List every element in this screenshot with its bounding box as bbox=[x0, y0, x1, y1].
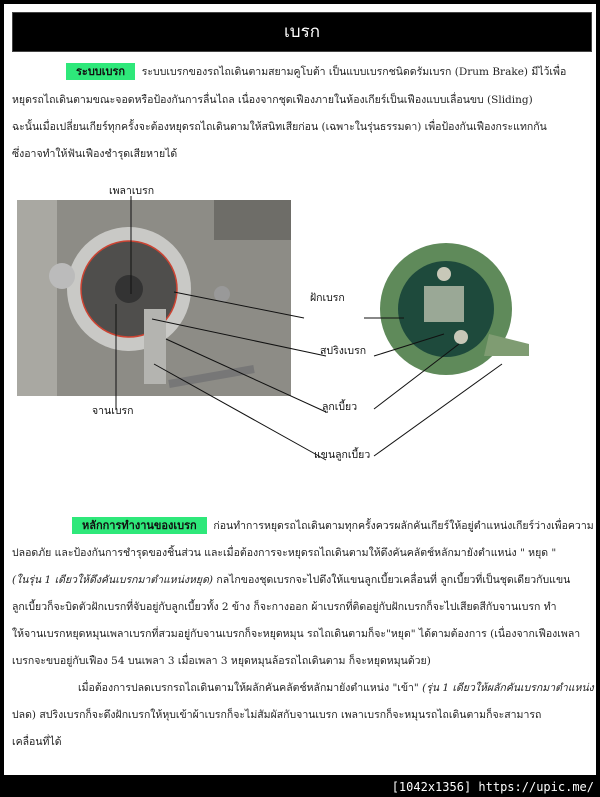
label-cam: ลูกเบี้ยว bbox=[322, 401, 358, 413]
section3-line: ปลด) สปริงเบรกก็จะดึงฝักเบรกให้หุบเข้าผ้าเบรกก็จะไม่สัมผัสกับจานเบรก เพลาเบรกก็จะหมุนรถไถเดินตามก็จะสามารถ bbox=[12, 709, 542, 721]
section2-line bbox=[12, 572, 570, 588]
brake-shoe-photo bbox=[380, 243, 529, 375]
section2-line bbox=[72, 518, 594, 534]
section2-heading: หลักการทำงานของเบรก bbox=[72, 517, 207, 534]
section2-line: เบรกจะขบอยู่กับเฟือง 54 บนเพลา 3 เมื่อเพลา 3 หยุดหมุนล้อรถไถเดินตาม ก็จะหยุดหมุนด้วย) bbox=[12, 655, 431, 667]
page-title: เบรก bbox=[12, 12, 592, 52]
label-brake-shaft: เพลาเบรก bbox=[109, 185, 155, 197]
text: (รุ่น 1 เดียวให้ผลักคันเบรกมาตำแหน่ง bbox=[422, 682, 594, 694]
text: (ในรุ่น 1 เดียวให้ดึงคันเบรกมาตำแหน่งหยุด) bbox=[12, 574, 213, 586]
text: เมื่อต้องการปลดเบรกรถไถเดินตามให้ผลักคันคลัตช์หลักมายังตำแหน่ง "เข้า" bbox=[78, 682, 423, 694]
label-cam-arm: แขนลูกเบี้ยว bbox=[314, 449, 371, 461]
section1-heading: ระบบเบรก bbox=[66, 63, 135, 80]
brake-assembly-photo bbox=[17, 200, 291, 396]
label-brake-drum: จานเบรก bbox=[92, 405, 134, 417]
watermark-footer: [1042x1356] https://upic.me/ bbox=[391, 780, 594, 794]
document-sheet bbox=[4, 4, 596, 775]
section2-line: ให้จานเบรกหยุดหมุนเพลาเบรกที่สวมอยู่กับจานเบรกก็จะหยุดหมุน รถไถเดินตามก็จะ"หยุด" ได้ตามต้องการ (เนื่องจากเฟืองเพลา bbox=[12, 628, 581, 640]
text: ระบบเบรกของรถไถเดินตามสยามคูโบต้า เป็นแบบเบรกชนิดดรัมเบรก (Drum Brake) มีไว้เพื่อ bbox=[141, 66, 567, 78]
text: ก่อนทำการหยุดรถไถเดินตามทุกครั้งควรผลักคันเกียร์ให้อยู่ตำแหน่งเกียร์ว่างเพื่อความ bbox=[213, 520, 594, 532]
section3-line: เคลื่อนที่ได้ bbox=[12, 736, 62, 748]
section1-line: ซึ่งอาจทำให้ฟันเฟืองชำรุดเสียหายได้ bbox=[12, 148, 178, 160]
section2-line: ปลอดภัย และป้องกันการชำรุดของชิ้นส่วน และเมื่อต้องการจะหยุดรถไถเดินตามให้ดึงคันคลัตช์หลักมายังตำแหน่ง " หยุด " bbox=[12, 547, 557, 559]
section1-line: หยุดรถไถเดินตามขณะจอดหรือป้องกันการลื่นไถล เนื่องจากชุดเฟืองภายในห้องเกียร์เป็นเฟืองแบบเลื่อนขบ (Sliding) bbox=[12, 94, 533, 106]
label-brake-shoe: ฝักเบรก bbox=[310, 292, 345, 304]
section1-line: ฉะนั้นเมื่อเปลี่ยนเกียร์ทุกครั้งจะต้องหยุดรถไถเดินตามให้สนิทเสียก่อน (เฉพาะในรุ่นธรรมดา) เพื่อป้องกันเฟืองกระแทกกัน bbox=[12, 121, 547, 133]
section2-line: ลูกเบี้ยวก็จะบิดตัวฝักเบรกที่จับอยู่กับลูกเบี้ยวทั้ง 2 ข้าง ก็จะกางออก ผ้าเบรกที่ติดอยู่กับฝักเบรกก็จะไปเสียดสีกับจานเบรก ทำ bbox=[12, 601, 557, 613]
text: กลไกของชุดเบรกจะไปดึงให้แขนลูกเบี้ยวเคลื่อนที่ ลูกเบี้ยวที่เป็นชุดเดียวกับแขน bbox=[213, 574, 571, 586]
label-brake-spring: สปริงเบรก bbox=[320, 345, 367, 357]
section3-line bbox=[78, 680, 594, 696]
